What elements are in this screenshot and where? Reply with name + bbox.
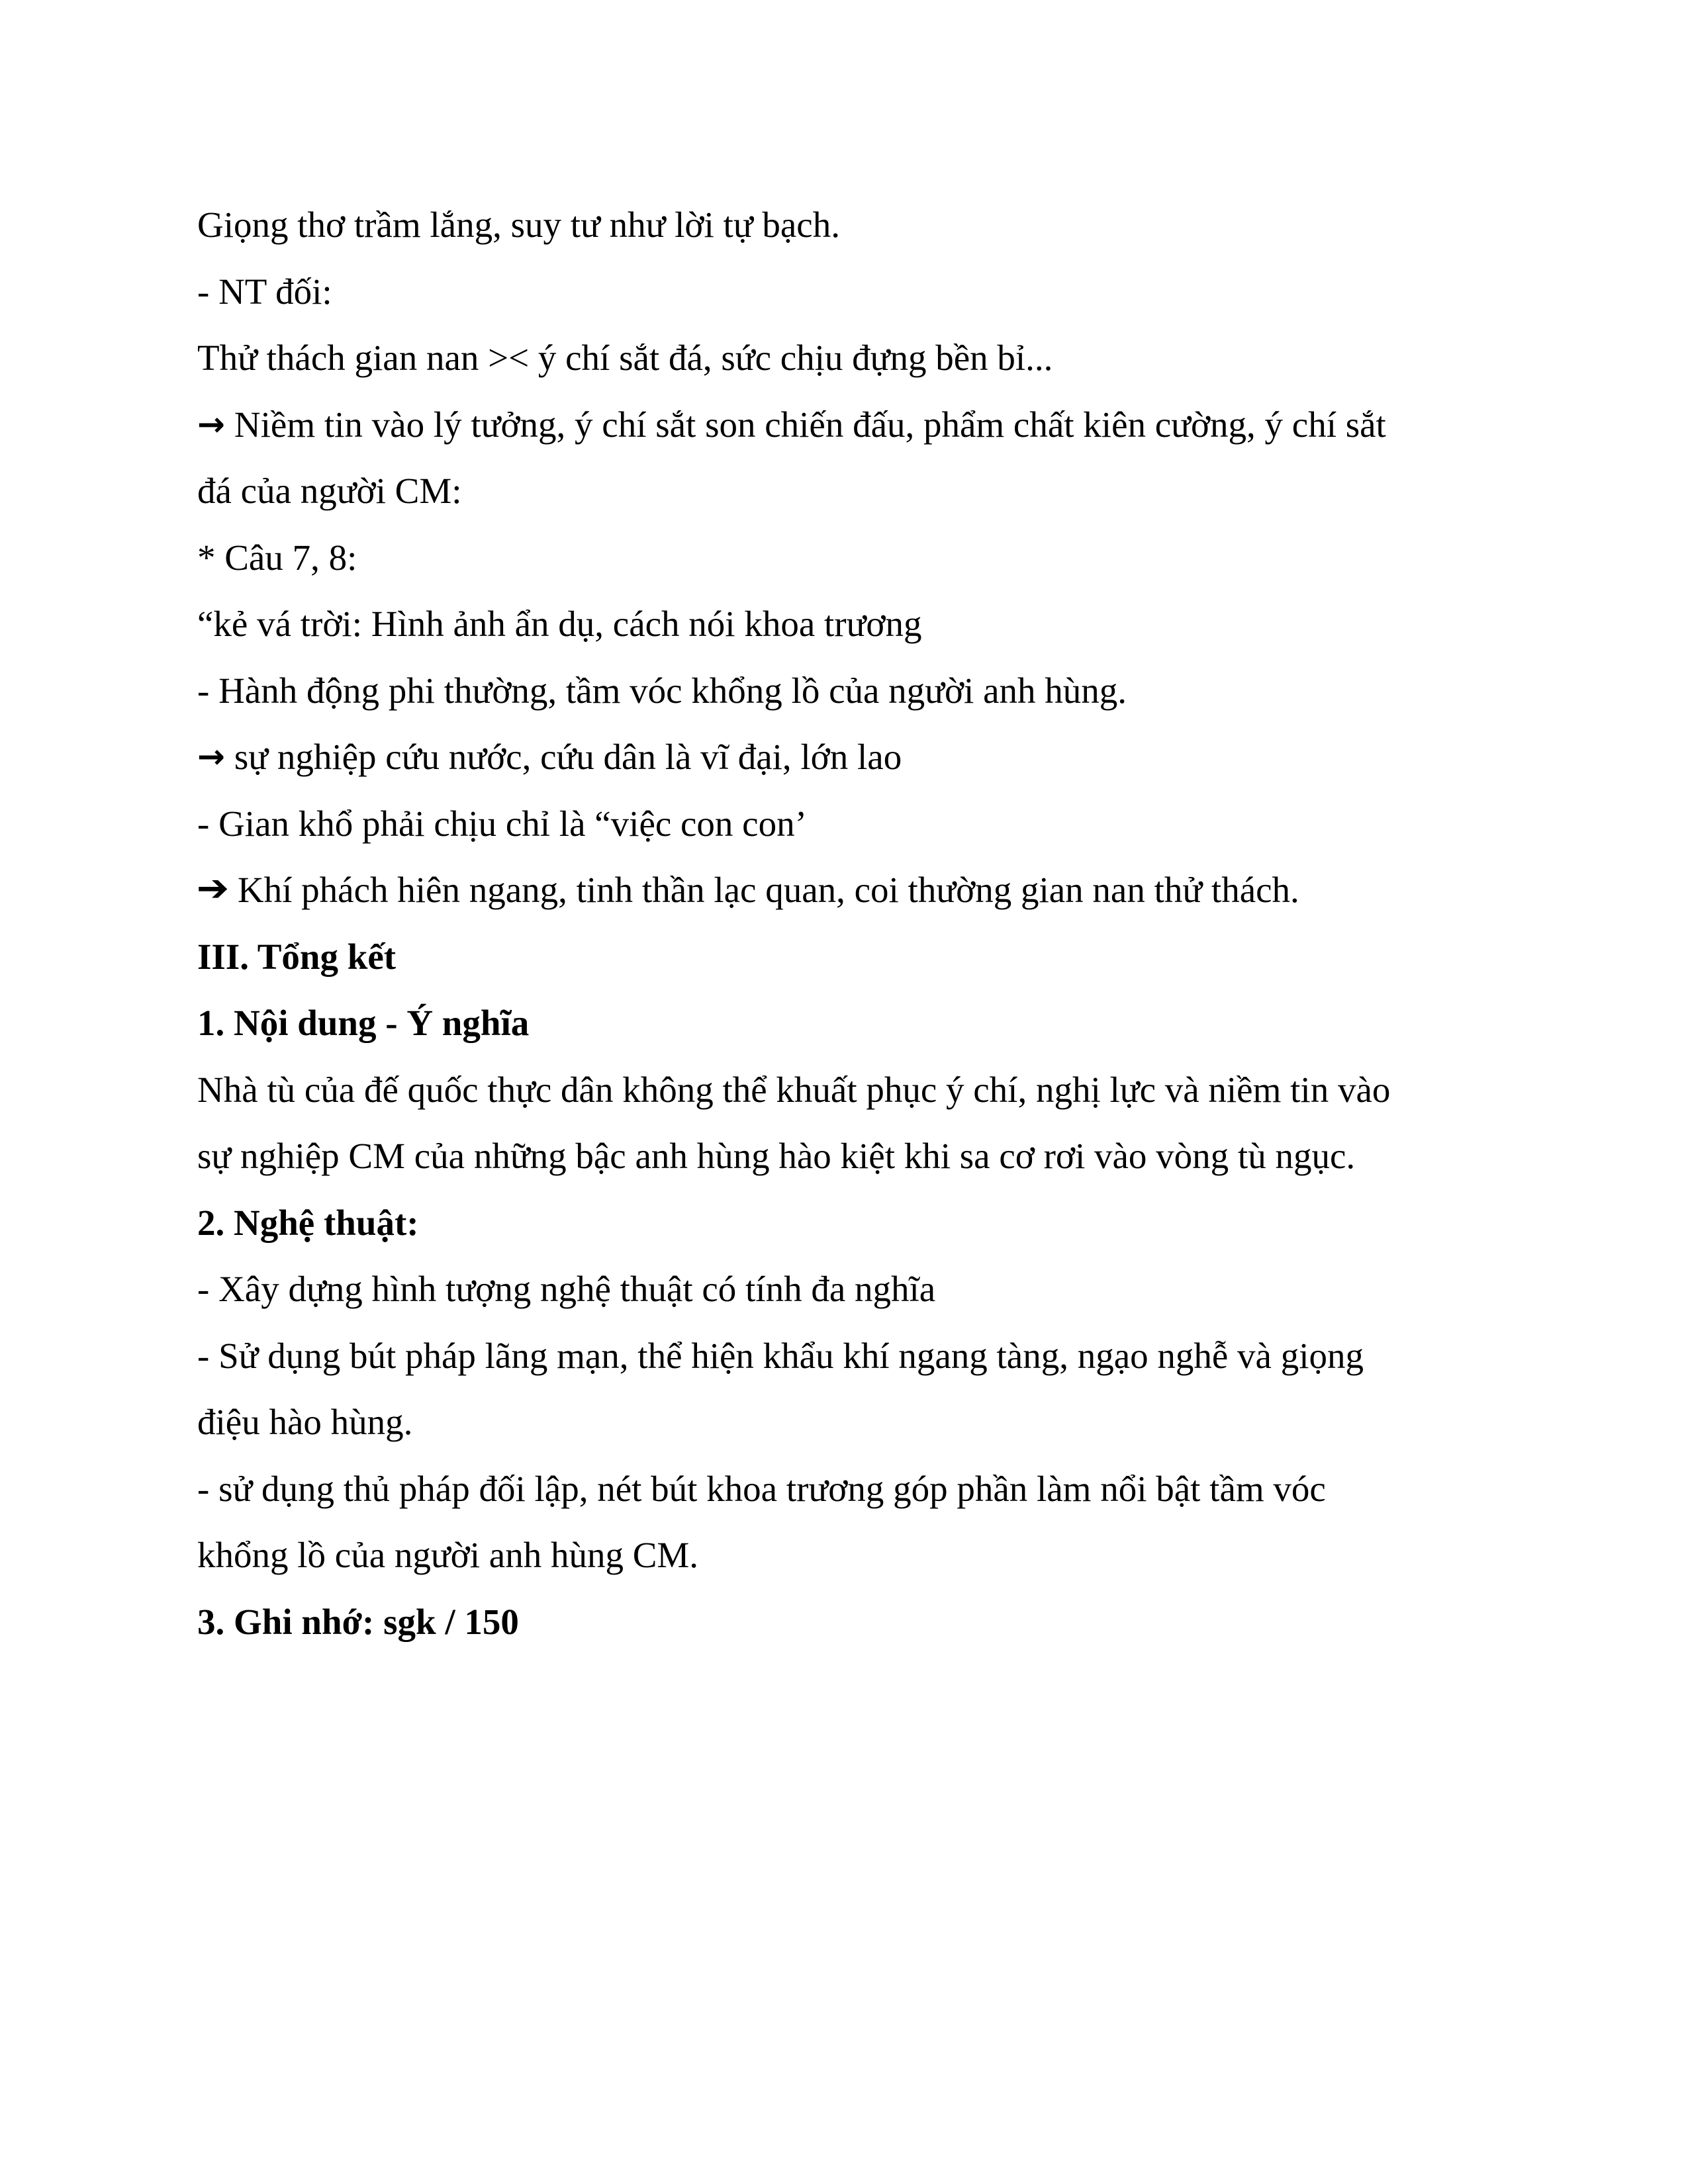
heading-text: 3. Ghi nhớ: sgk / 150 bbox=[197, 1601, 519, 1642]
heading-text: III. Tổng kết bbox=[197, 936, 397, 977]
subsection-heading bbox=[197, 990, 1495, 1057]
right-arrow-icon: → bbox=[197, 404, 225, 443]
line-text: Khí phách hiên ngang, tinh thần lạc quan, coi thường gian nan thử thách. bbox=[237, 870, 1299, 910]
text-line bbox=[197, 192, 1495, 259]
text-line bbox=[197, 325, 1495, 392]
text-line bbox=[197, 857, 1495, 924]
line-text: điệu hào hùng. bbox=[197, 1402, 413, 1442]
line-text: đá của người CM: bbox=[197, 471, 462, 511]
section-heading bbox=[197, 924, 1495, 991]
text-line bbox=[197, 525, 1495, 592]
text-line bbox=[197, 392, 1495, 459]
heading-text: 1. Nội dung - Ý nghĩa bbox=[197, 1003, 530, 1043]
text-line bbox=[197, 259, 1495, 326]
line-text: Giọng thơ trầm lắng, suy tư như lời tự bạch. bbox=[197, 205, 840, 245]
text-line bbox=[197, 1456, 1495, 1523]
text-line bbox=[197, 1256, 1495, 1323]
document-body bbox=[197, 192, 1495, 1655]
line-text: “kẻ vá trời: Hình ảnh ẩn dụ, cách nói khoa trương bbox=[197, 604, 922, 644]
text-line bbox=[197, 591, 1495, 658]
line-text: - Xây dựng hình tượng nghệ thuật có tính đa nghĩa bbox=[197, 1269, 936, 1309]
text-line bbox=[197, 1057, 1495, 1124]
line-text: khổng lồ của người anh hùng CM. bbox=[197, 1535, 699, 1575]
line-text: Niềm tin vào lý tưởng, ý chí sắt son chiến đấu, phẩm chất kiên cường, ý chí sắt bbox=[234, 404, 1386, 445]
text-line bbox=[197, 658, 1495, 725]
heavy-right-arrow-icon: ➔ bbox=[196, 867, 230, 910]
subsection-heading bbox=[197, 1190, 1495, 1257]
line-text: - Hành động phi thường, tầm vóc khổng lồ của người anh hùng. bbox=[197, 670, 1127, 711]
text-line bbox=[197, 1323, 1495, 1390]
text-line bbox=[197, 458, 1495, 525]
text-line bbox=[197, 1522, 1495, 1589]
line-text: * Câu 7, 8: bbox=[197, 537, 357, 578]
text-line bbox=[197, 791, 1495, 858]
subsection-heading bbox=[197, 1589, 1495, 1656]
heading-text: 2. Nghệ thuật: bbox=[197, 1202, 419, 1243]
right-arrow-icon: → bbox=[197, 737, 225, 776]
line-text: Thử thách gian nan >< ý chí sắt đá, sức chịu đựng bền bỉ... bbox=[197, 338, 1053, 378]
text-line bbox=[197, 724, 1495, 791]
line-text: sự nghiệp CM của những bậc anh hùng hào kiệt khi sa cơ rơi vào vòng tù ngục. bbox=[197, 1136, 1356, 1176]
line-text: sự nghiệp cứu nước, cứu dân là vĩ đại, lớn lao bbox=[234, 737, 902, 777]
text-line bbox=[197, 1123, 1495, 1190]
line-text: - Gian khổ phải chịu chỉ là “việc con con’ bbox=[197, 803, 807, 844]
line-text: - NT đối: bbox=[197, 271, 332, 312]
line-text: - sử dụng thủ pháp đối lập, nét bút khoa trương góp phần làm nổi bật tầm vóc bbox=[197, 1468, 1326, 1509]
line-text: Nhà tù của đế quốc thực dân không thể khuất phục ý chí, nghị lực và niềm tin vào bbox=[197, 1069, 1391, 1110]
text-line bbox=[197, 1389, 1495, 1456]
line-text: - Sử dụng bút pháp lãng mạn, thể hiện khẩu khí ngang tàng, ngạo nghễ và giọng bbox=[197, 1335, 1364, 1376]
